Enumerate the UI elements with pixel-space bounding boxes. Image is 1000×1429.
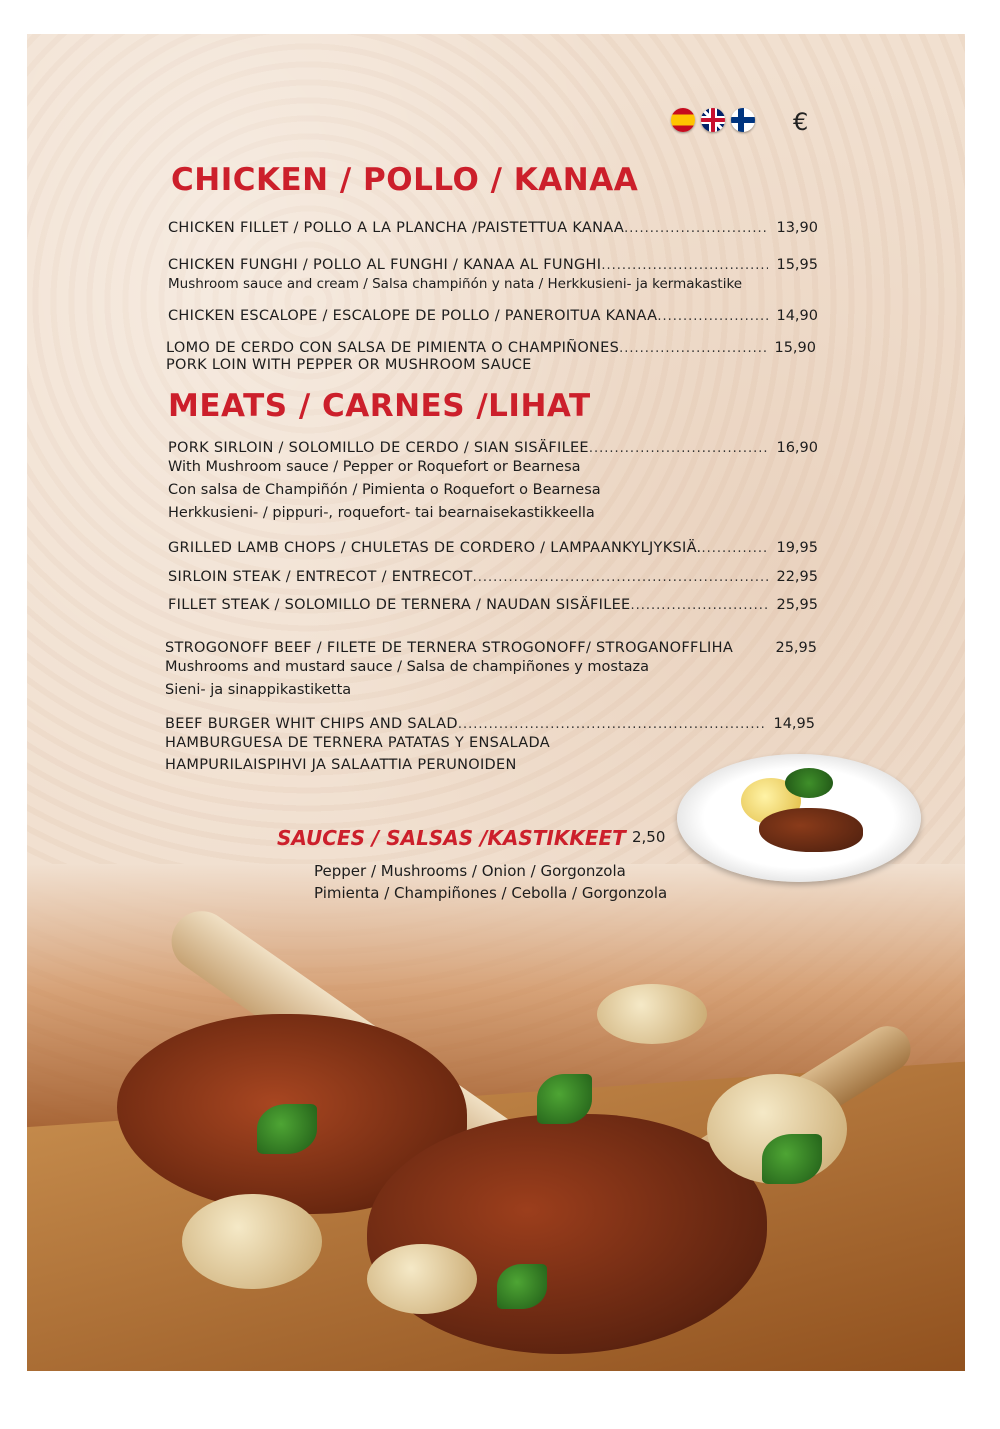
dot-leader xyxy=(631,598,769,613)
lamb-chops-photo xyxy=(27,864,965,1371)
menu-item xyxy=(168,440,818,525)
item-price: 15,90 xyxy=(774,340,816,356)
item-description: Sieni- ja sinappikastiketta xyxy=(165,682,352,698)
item-price: 14,95 xyxy=(773,716,815,732)
mushroom xyxy=(367,1244,477,1314)
dot-leader xyxy=(473,570,768,585)
steak xyxy=(759,808,863,852)
menu-item xyxy=(168,308,818,324)
item-subtitle: PORK LOIN WITH PEPPER OR MUSHROOM SAUCE xyxy=(166,357,532,373)
menu-item xyxy=(165,716,815,776)
item-price: 15,95 xyxy=(776,257,818,273)
meats-section-title: MEATS / CARNES /LIHAT xyxy=(168,388,591,424)
item-description: Herkkusieni- / pippuri-, roquefort- tai bearnaisekastikkeella xyxy=(168,505,595,521)
dot-leader xyxy=(601,258,768,273)
item-name: STROGONOFF BEEF / FILETE DE TERNERA STROGONOFF/ STROGANOFFLIHA xyxy=(165,640,734,656)
item-description: Mushroom sauce and cream / Salsa champiñón y nata / Herkkusieni- ja kermakastike xyxy=(168,276,743,292)
menu-item xyxy=(165,640,817,702)
chicken-section-title: CHICKEN / POLLO / KANAA xyxy=(171,162,639,198)
language-flags xyxy=(671,108,755,132)
menu-item xyxy=(168,569,818,585)
finland-flag-icon xyxy=(731,108,755,132)
item-name: FILLET STEAK / SOLOMILLO DE TERNERA / NAUDAN SISÄFILEE xyxy=(168,597,631,613)
sauces-line: Pepper / Mushrooms / Onion / Gorgonzola xyxy=(314,862,626,880)
mushroom xyxy=(597,984,707,1044)
item-name: GRILLED LAMB CHOPS / CHULETAS DE CORDERO / LAMPAANKYLJYKSIÄ. xyxy=(168,540,702,556)
parsley-leaf xyxy=(257,1104,317,1154)
menu-item xyxy=(166,340,816,374)
item-description: Con salsa de Champiñón / Pimienta o Roquefort o Bearnesa xyxy=(168,482,601,498)
item-price: 19,95 xyxy=(776,540,818,556)
spain-flag-icon xyxy=(671,108,695,132)
sauces-line: Pimienta / Champiñones / Cebolla / Gorgonzola xyxy=(314,884,668,902)
item-price: 14,90 xyxy=(776,308,818,324)
item-name: PORK SIRLOIN / SOLOMILLO DE CERDO / SIAN SISÄFILEE xyxy=(168,440,589,456)
item-name: SIRLOIN STEAK / ENTRECOT / ENTRECOT xyxy=(168,569,473,585)
dot-leader xyxy=(701,541,768,556)
mushroom xyxy=(182,1194,322,1289)
item-price: 25,95 xyxy=(775,640,817,656)
item-name: CHICKEN FUNGHI / POLLO AL FUNGHI / KANAA AL FUNGHI xyxy=(168,257,602,273)
menu-page xyxy=(27,34,965,1371)
item-subtitle: HAMBURGUESA DE TERNERA PATATAS Y ENSALADA xyxy=(165,735,550,751)
item-name: BEEF BURGER WHIT CHIPS AND SALAD xyxy=(165,716,458,732)
herb-garnish xyxy=(785,768,833,798)
item-name: CHICKEN ESCALOPE / ESCALOPE DE POLLO / PANEROITUA KANAA xyxy=(168,308,658,324)
parsley-leaf xyxy=(537,1074,592,1124)
menu-item xyxy=(168,540,818,556)
dot-leader xyxy=(458,717,765,732)
parsley-leaf xyxy=(762,1134,822,1184)
item-description: Mushrooms and mustard sauce / Salsa de champiñones y mostaza xyxy=(165,659,650,675)
parsley-leaf xyxy=(497,1264,547,1309)
item-price: 25,95 xyxy=(776,597,818,613)
dot-leader xyxy=(657,309,768,324)
item-price: 22,95 xyxy=(776,569,818,585)
uk-flag-icon xyxy=(701,108,725,132)
dot-leader xyxy=(589,441,768,456)
steak-plate-photo xyxy=(677,754,921,882)
item-description: With Mushroom sauce / Pepper or Roquefort or Bearnesa xyxy=(168,459,581,475)
item-name: LOMO DE CERDO CON SALSA DE PIMIENTA O CHAMPIÑONES xyxy=(166,340,620,356)
item-price: 13,90 xyxy=(776,220,818,236)
item-price: 16,90 xyxy=(776,440,818,456)
dot-leader xyxy=(624,221,768,236)
item-name: CHICKEN FILLET / POLLO A LA PLANCHA /PAISTETTUA KANAA xyxy=(168,220,625,236)
menu-item xyxy=(168,597,818,613)
dot-leader xyxy=(619,341,766,356)
menu-item xyxy=(168,257,818,296)
menu-item xyxy=(168,220,818,236)
currency-symbol: € xyxy=(793,108,809,136)
sauces-list xyxy=(314,860,667,904)
item-subtitle: HAMPURILAISPIHVI JA SALAATTIA PERUNOIDEN xyxy=(165,757,517,773)
sauces-price: 2,50 xyxy=(632,828,666,846)
sauces-section-title: SAUCES / SALSAS /KASTIKKEET xyxy=(277,826,626,850)
